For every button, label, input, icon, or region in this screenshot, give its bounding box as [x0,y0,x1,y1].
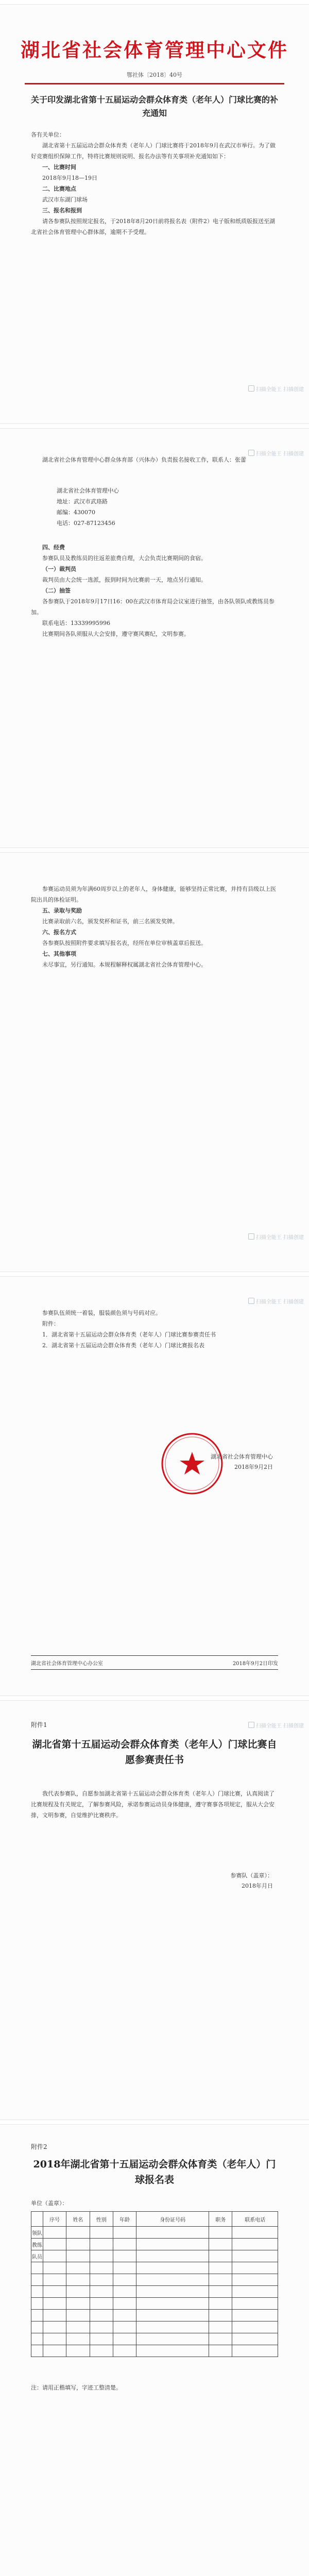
section-text: 比赛期间各队须服从大会安排，遵守赛风赛纪，文明参赛。 [42,631,190,637]
table-cell [209,2345,232,2357]
table-cell [232,2298,278,2310]
sign-organization: 湖北省社会体育管理中心 [211,1453,273,1460]
table-row [31,2333,278,2345]
table-row-label [31,2345,43,2357]
annex-item: 2．湖北省第十五届运动会群众体育类（老年人）门球比赛报名表 [42,1342,204,1349]
table-cell [66,2333,90,2345]
contact-block: 湖北省社会体育管理中心 地址：武汉市武珞路 邮编：430070 电话：027-87123456 [57,487,119,527]
section-heading: 一、比赛时间 [42,164,76,171]
table-cell [66,2286,90,2298]
table-cell [209,2239,232,2250]
document-page-5 [0,1700,309,2120]
table-cell [90,2345,113,2357]
table-row [31,2239,278,2250]
sign-date: 2018年月日 [242,1883,273,1889]
notice-title: 关于印发湖北省第十五届运动会群众体育类（老年人）门球比赛的补充通知 [31,95,279,118]
scanner-app-icon [248,385,254,392]
table-cell [232,2345,278,2357]
document-page-3 [0,852,309,1272]
table-cell [136,2227,209,2239]
table-cell [113,2239,136,2250]
annex-label: 附件1 [31,1721,47,1728]
table-cell [90,2286,113,2298]
table-row-label [31,2262,43,2274]
table-cell [66,2239,90,2250]
registration-table [31,2211,278,2357]
intro-paragraph: 湖北省第十五届运动会群众体育类（老年人）门球比赛将于2018年9月在武汉市举行。为了做好竞赛组织保障工作，特将比赛规则说明、报名办法等有关事项补充通知如下： [31,142,276,160]
table-cell [90,2321,113,2333]
table-row [31,2262,278,2274]
table-row [31,2274,278,2286]
table-cell [113,2321,136,2333]
table-row-label [31,2274,43,2286]
table-cell [66,2274,90,2286]
table-cell [209,2274,232,2286]
table-cell [90,2274,113,2286]
table-cell [90,2298,113,2310]
table-row [31,2298,278,2310]
table-cell [136,2345,209,2357]
sign-date: 2018年9月2日 [234,1464,273,1470]
table-cell [136,2239,209,2250]
table-cell [90,2250,113,2262]
table-cell [113,2262,136,2274]
table-cell [232,2321,278,2333]
table-header-row [31,2212,278,2227]
table-cell [113,2310,136,2321]
table-cell [43,2227,66,2239]
scanner-app-icon [248,1722,254,1728]
table-header: 姓名 [66,2212,90,2227]
table-cell [113,2286,136,2298]
responsibility-body [31,1788,278,1821]
table-cell [232,2286,278,2298]
scanner-app-icon [248,1298,254,1304]
table-cell [113,2250,136,2262]
section-text: 未尽事宜，另行通知。本规程解释权属湖北省社会体育管理中心。 [42,961,207,968]
section-heading: 四、经费 [42,544,65,551]
table-cell [232,2333,278,2345]
section-text: 各参赛队于2018年9月17日16：00在武汉市体育局会议室进行抽签，由各队领队或教练员参加。 [31,598,274,616]
table-row-label: 教练 [31,2239,43,2250]
table-header: 身份证号码 [136,2212,209,2227]
table-cell [113,2227,136,2239]
table-cell [209,2310,232,2321]
table-cell [43,2239,66,2250]
section-heading: 五、录取与奖励 [42,907,82,914]
table-row-label [31,2321,43,2333]
table-header: 职务 [209,2212,232,2227]
table-header: 性别 [90,2212,113,2227]
paragraph: 湖北省社会体育管理中心群众体育部（兴体办）负责报名接收工作，联系人：张蕾 [42,456,246,463]
section-heading: 二、比赛地点 [42,185,76,192]
annex-title: 湖北省第十五届运动会群众体育类（老年人）门球比赛自愿参赛责任书 [32,1739,277,1766]
annex-heading: 附件： [42,1320,59,1327]
table-row [31,2250,278,2262]
document-page-1 [0,4,309,424]
table-cell [43,2321,66,2333]
table-cell [136,2298,209,2310]
table-row [31,2345,278,2357]
table-cell [232,2239,278,2250]
table-cell [209,2227,232,2239]
sign-line: 参赛队（盖章）： [230,1872,273,1879]
annex-title: 2018年湖北省第十五届运动会群众体育类（老年人）门球报名表 [33,2159,276,2185]
table-cell [136,2250,209,2262]
table-cell [66,2250,90,2262]
table-cell [209,2333,232,2345]
table-cell [113,2345,136,2357]
scanner-watermark: 扫描全能王 扫描创建 [248,385,304,393]
table-cell [43,2310,66,2321]
section-text: 各参赛队按照附件要求填写报名表，经所在单位审核盖章后报送。 [42,940,207,946]
table-cell [43,2345,66,2357]
document-page-4 [0,1276,309,1696]
org-header-title: 湖北省社会体育管理中心文件 [21,39,288,61]
table-cell [136,2310,209,2321]
scanner-watermark: 扫描全能王 扫描创建 [248,1233,304,1241]
table-cell [43,2250,66,2262]
page3-body [31,884,278,970]
table-cell [232,2274,278,2286]
section-heading: （一）裁判员 [42,566,76,572]
section-text: 比赛录取前六名，颁发奖杯和证书，前三名颁发奖牌。 [42,918,178,925]
table-row-label [31,2310,43,2321]
scanner-app-icon [248,1233,254,1240]
annex-label: 附件2 [31,2143,47,2150]
table-cell [43,2286,66,2298]
table-cell [90,2239,113,2250]
table-cell [136,2286,209,2298]
table-cell [66,2345,90,2357]
section-heading: 七、其他事项 [42,951,76,957]
section-text: 裁判员由大会统一选派，报到时间为比赛前一天，地点另行通知。 [42,577,207,583]
table-cell [232,2250,278,2262]
table-cell [136,2274,209,2286]
footer-organization: 湖北省社会体育管理中心办公室 [31,1661,103,1667]
table-cell [43,2298,66,2310]
table-cell [209,2262,232,2274]
scanner-watermark: 扫描全能王 扫描创建 [248,1297,304,1305]
table-header: 联系电话 [232,2212,278,2227]
signoff [231,1871,273,1891]
table-cell [66,2298,90,2310]
paragraph: 参赛队伍须统一着装，服装颜色须与号码对应。 [42,1310,161,1316]
table-row-label [31,2286,43,2298]
section-text: 2018年9月18—19日 [42,175,97,181]
table-row-label: 领队 [31,2227,43,2239]
table-cell [113,2333,136,2345]
table-header: 年龄 [113,2212,136,2227]
table-row [31,2286,278,2298]
table-cell [66,2227,90,2239]
scanner-app-icon [248,450,254,456]
table-cell [90,2262,113,2274]
footer-date: 2018年9月2日印发 [232,1661,278,1667]
table-cell [66,2262,90,2274]
table-cell [209,2298,232,2310]
table-row [31,2227,278,2239]
table-cell [232,2262,278,2274]
table-cell [66,2321,90,2333]
table-row [31,2310,278,2321]
section-heading: （二）抽签 [42,587,71,594]
table-cell [90,2310,113,2321]
table-cell [209,2321,232,2333]
section-text: 参赛队员及教练员的往返差旅费自理，大会负责比赛期间的食宿。 [42,555,207,562]
table-cell [90,2227,113,2239]
page4-body [31,1308,278,1351]
table-cell [113,2298,136,2310]
table-row [31,2321,278,2333]
section-heading: 六、报名方式 [42,929,76,936]
table-cell [113,2274,136,2286]
page2-body-continued [31,542,278,639]
table-cell [209,2250,232,2262]
table-header: 序号 [43,2212,66,2227]
page2-body [31,454,278,465]
document-page-2 [0,428,309,848]
table-cell [66,2310,90,2321]
annex-item: 1．湖北省第十五届运动会群众体育类（老年人）门球比赛参赛责任书 [42,1331,216,1338]
paragraph: 我代表参赛队，自愿参加湖北省第十五届运动会群众体育类（老年人）门球比赛，认真阅读了比赛规程及有关规定，了解参赛风险，承诺参赛运动员身体健康，遵守赛事各项规定，服从大会安排，文明参赛，自觉维护比赛秩序。 [31,1790,274,1819]
table-cell [136,2262,209,2274]
table-header [31,2212,43,2227]
document-number: 鄂社体〔2018〕40号 [127,72,182,78]
section-text: 武汉市东湖门球场 [42,196,88,203]
table-cell [209,2286,232,2298]
table-cell [43,2333,66,2345]
scanner-watermark: 扫描全能王 扫描创建 [248,449,304,457]
table-cell [136,2333,209,2345]
table-row-label [31,2333,43,2345]
page1-body [31,129,278,238]
salutation: 各有关单位： [31,131,65,138]
section-heading: 三、报名和报到 [42,207,82,214]
signoff [211,1452,273,1472]
table-cell [232,2310,278,2321]
phone-line: 联系电话：13339995996 [42,620,110,626]
table-cell [136,2321,209,2333]
table-cell [90,2333,113,2345]
table-cell [43,2274,66,2286]
section-text: 请各参赛队按照规定报名，于2018年8月20日前将报名表（附件2）电子版和纸质版报送至湖北省社会体育管理中心群体部，逾期不予受理。 [31,218,275,235]
table-row-label [31,2298,43,2310]
scanner-watermark: 扫描全能王 扫描创建 [248,1721,304,1729]
table-cell [232,2227,278,2239]
paragraph: 参赛运动员须为年满60周岁以上的老年人，身体健康，能够坚持正常比赛，并持有县级以上医院出具的体检证明。 [31,886,276,903]
document-page-6 [0,2124,309,2576]
form-note: 注：请用正楷填写，字迹工整清楚。 [31,2384,122,2391]
table-row-label: 队员 [31,2250,43,2262]
unit-label: 单位（盖章）： [31,2200,68,2207]
red-header-rule [25,83,284,84]
table-cell [43,2262,66,2274]
